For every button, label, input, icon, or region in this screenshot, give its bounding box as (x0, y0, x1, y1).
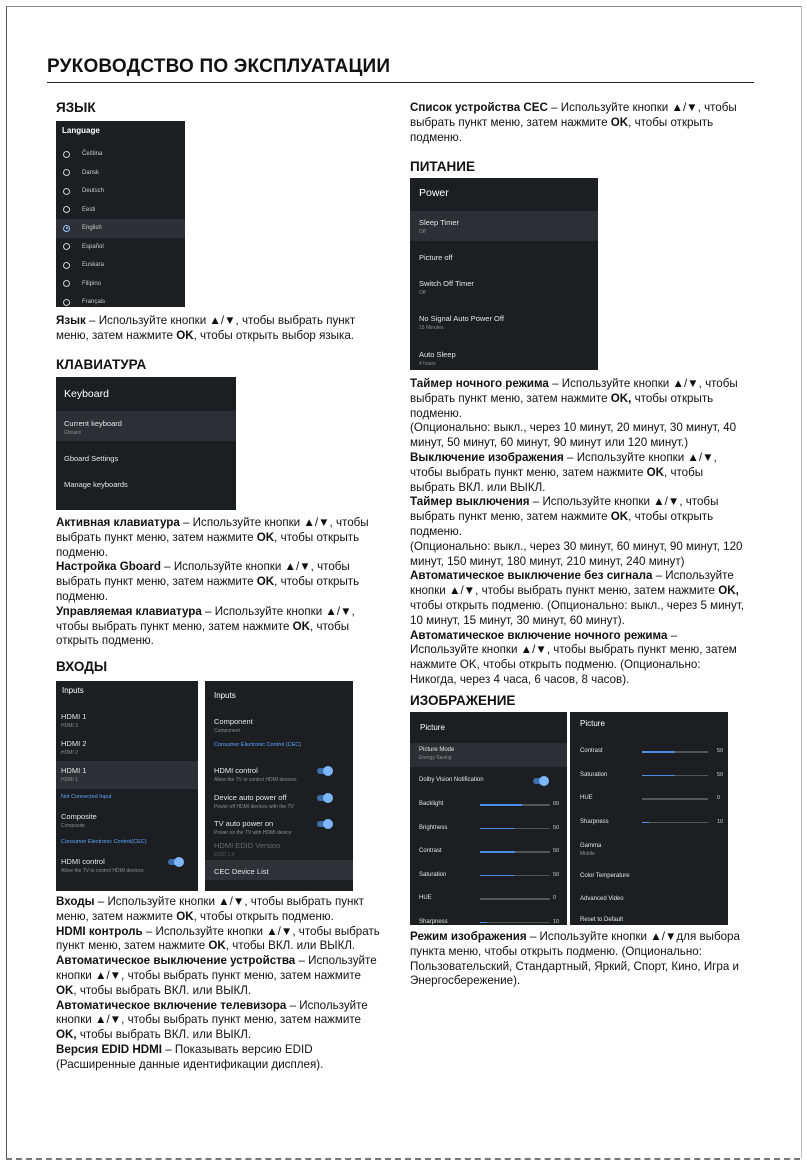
radio-icon (63, 169, 70, 176)
slider-label: Brightness (419, 824, 448, 831)
power-menu-item[interactable]: No Signal Auto Power Off 15 Minutes (419, 314, 504, 331)
slider-fill (480, 851, 515, 853)
language-option-label: Eesti (82, 206, 96, 213)
slider-fill (480, 804, 522, 806)
inputs-screenshot-2 (205, 681, 353, 891)
inputs1-hdmi-c[interactable]: HDMI 1 HDMI 1 (61, 766, 87, 783)
title-divider (47, 82, 754, 83)
inputs-heading: ВХОДЫ (56, 659, 108, 674)
inputs2-toggle-item[interactable]: Device auto power off Power off HDMI devices with the TV (214, 793, 294, 810)
bold-term: OK, (718, 584, 739, 598)
radio-icon (63, 243, 70, 250)
radio-icon (63, 225, 70, 232)
cec-description: Список устройства CEC – Используйте кнопки ▲/▼, чтобы выбрать пункт меню, затем нажмите OK, чтобы открыть подменю. (410, 101, 737, 144)
keyboard-item-gboard-settings[interactable]: Gboard Settings (64, 454, 119, 463)
language-option[interactable] (56, 256, 185, 275)
bold-term: Версия EDID HDMI (56, 1042, 163, 1056)
keyboard-item-current[interactable]: Current keyboard Gboard (64, 419, 122, 436)
bold-term: OK (256, 530, 275, 544)
language-option[interactable] (56, 145, 185, 164)
slider-track[interactable] (642, 775, 708, 777)
bold-term: OK (176, 909, 194, 923)
slider-label: Backlight (419, 801, 444, 807)
slider-value: 10 (553, 918, 560, 925)
slider-fill (642, 822, 649, 824)
power-menu-item[interactable]: Switch Off Timer Off (419, 279, 474, 296)
bold-term: Автоматическое включение ночного режима (410, 628, 668, 642)
slider-label: Saturation (419, 871, 447, 878)
slider-track[interactable] (480, 898, 550, 900)
keyboard-screenshot (56, 377, 236, 510)
language-heading: ЯЗЫК (56, 100, 96, 115)
slider-track[interactable] (642, 751, 708, 753)
bold-term: Режим изображения (410, 930, 527, 943)
slider-fill (480, 922, 487, 924)
slider-track[interactable] (642, 822, 708, 824)
bold-term: OK (208, 939, 226, 953)
inputs1-composite[interactable]: Composite Composite (61, 812, 97, 829)
bold-term: Автоматическое выключение без сигнала (410, 569, 653, 583)
language-option[interactable] (56, 201, 185, 220)
keyboard-screen-title: Keyboard (64, 388, 109, 400)
language-option[interactable] (56, 238, 185, 257)
toggle-switch[interactable] (317, 768, 331, 774)
inputs2-cec-device-list[interactable]: CEC Device List (214, 867, 269, 876)
page-bottom-border (6, 1158, 800, 1160)
slider-track[interactable] (480, 851, 550, 853)
slider-track[interactable] (480, 804, 550, 806)
language-option-label: Dansk (82, 169, 100, 176)
power-screenshot (410, 178, 598, 370)
bold-term: OK, (56, 1028, 77, 1042)
slider-value: 50 (717, 771, 724, 778)
slider-track[interactable] (480, 922, 550, 924)
language-option[interactable] (56, 164, 185, 183)
slider-fill (642, 775, 675, 777)
inputs2-component[interactable]: Component Component (214, 717, 253, 734)
language-option[interactable] (56, 275, 185, 294)
power-menu-item[interactable]: Auto Sleep 4 hours (419, 350, 456, 367)
bold-term: Входы (56, 895, 95, 908)
bold-term: Список устройства CEC (410, 101, 548, 114)
slider-track[interactable] (480, 875, 550, 877)
power-menu-item[interactable]: Sleep Timer Off (419, 218, 460, 235)
slider-value: 50 (717, 748, 724, 754)
slider-label: Contrast (419, 848, 442, 854)
bold-term: OK (646, 465, 664, 479)
power-description: Таймер ночного режима – Используйте кнопки ▲/▼, чтобы выбрать пункт меню, затем нажмите OK, чтобы открыть подменю. (Опционально: выкл., через 10 минут, 20 минут, 30 минут, 40 минут, 50 минут, 60 минут, 90 минут или 120 минут.) Выключение изображения – Используйте кнопки ▲/▼, чтобы выбрать пункт меню, затем нажмите OK, чтобы выбрать ВКЛ. или ВЫКЛ. Таймер выключения – Используйте кнопки ▲/▼, чтобы выбрать пункт меню, затем нажмите OK, чтобы открыть подменю. (Опционально: выкл., через 30 минут, 60 минут, 90 минут, 120 минут, 150 минут, 180 минут, 210 минут, 240 минут) Автоматическое выключение без сигнала – Используйте кнопки ▲/▼, чтобы выбрать пункт меню, затем нажмите OK, чтобы открыть подменю. (Опционально: выкл., через 5 минут, 10 минут, 15 минут, 30 минут, 60 минут). Автоматическое включение ночного режима – Используйте кнопки ▲/▼, чтобы выбрать пункт меню, затем нажмите OK, чтобы открыть подменю. (Опционально: Никогда, через 4 часа, 6 часов, 8 часов). (410, 377, 745, 686)
language-options-list (56, 145, 185, 307)
bold-term: Таймер выключения (410, 495, 530, 509)
inputs1-hdmi-b[interactable]: HDMI 2 HDMI 2 (61, 739, 87, 756)
slider-fill (642, 751, 675, 753)
inputs2-edid-version: HDMI EDID Version EDID 1.4 (214, 841, 281, 858)
inputs-description: Входы – Используйте кнопки ▲/▼, чтобы выбрать пункт меню, затем нажмите OK, чтобы открыть подменю. HDMI контроль – Используйте кнопки ▲/▼, чтобы выбрать пункт меню, затем нажмите OK, чтобы ВКЛ. или ВЫКЛ. Автоматическое выключение устройства – Используйте кнопки ▲/▼, чтобы выбрать пункт меню, затем нажмите OK, чтобы выбрать ВКЛ. или ВЫКЛ. Автоматическое включение телевизора – Используйте кнопки ▲/▼, чтобы выбрать пункт меню, затем нажмите OK, чтобы выбрать ВКЛ. или ВЫКЛ. Версия EDID HDMI – Показывать версию EDID (Расширенные данные идентификации дисплея). (56, 895, 380, 1071)
inputs1-hdmi-control-toggle[interactable] (168, 859, 182, 865)
power-menu-item[interactable]: Picture off (419, 253, 453, 262)
bold-term: OK (256, 575, 275, 589)
toggle-switch[interactable] (317, 821, 331, 827)
slider-value: 50 (553, 848, 560, 854)
bold-term: OK, (610, 391, 632, 405)
inputs2-section-cec: Consumer Electronic Control (CEC) (214, 742, 302, 748)
slider-value: 0 (553, 895, 557, 901)
inputs1-section-not-connected: Not Connected Input (61, 794, 112, 800)
slider-track[interactable] (480, 828, 550, 830)
bold-term: Язык (56, 314, 86, 327)
bold-term: Активная клавиатура (56, 516, 180, 529)
bold-term: HDMI контроль (56, 924, 143, 938)
picture1-title: Picture (420, 723, 445, 732)
language-screenshot (56, 121, 185, 307)
language-option-label: Français (82, 299, 106, 306)
bold-term: OK (292, 619, 310, 633)
picture1-mode[interactable]: Picture Mode Energy Saving (419, 747, 455, 761)
bold-term: Автоматическое включение телевизора (56, 998, 287, 1012)
bold-term: OK (610, 510, 629, 524)
bold-term: OK (56, 983, 74, 997)
power-screen-title: Power (419, 187, 449, 199)
inputs1-section-cec: Consumer Electronic Control(CEC) (61, 839, 147, 845)
keyboard-description: Активная клавиатура – Используйте кнопки ▲/▼, чтобы выбрать пункт меню, затем нажмите OK, чтобы открыть подменю. Настройка Gboard – Используйте кнопки ▲/▼, чтобы выбрать пункт меню, затем нажмите OK, чтобы открыть подменю. Управляемая клавиатура – Используйте кнопки ▲/▼, чтобы выбрать пункт меню, затем нажмите OK, чтобы открыть подменю. (56, 516, 369, 648)
bold-term: Управляемая клавиатура (56, 604, 202, 618)
language-option[interactable] (56, 219, 185, 238)
picture2-title: Picture (580, 719, 605, 728)
slider-label: HUE (419, 895, 432, 901)
bold-term: Автоматическое выключение устройства (56, 954, 296, 968)
page-title: РУКОВОДСТВО ПО ЭКСПЛУАТАЦИИ (47, 56, 391, 77)
radio-icon (63, 188, 70, 195)
slider-label: HUE (580, 795, 593, 801)
radio-icon (63, 151, 70, 158)
bold-term: Выключение изображения (410, 450, 564, 464)
bold-term: OK (176, 328, 194, 342)
slider-track[interactable] (642, 798, 708, 800)
language-option-label: English (82, 225, 102, 232)
picture1-dolby-toggle[interactable] (533, 778, 547, 784)
inputs2-toggle-item[interactable]: HDMI control Allow the TV to control HDMI devices (214, 766, 297, 783)
bold-term: OK (610, 115, 629, 129)
slider-label: Sharpness (419, 918, 448, 925)
inputs1-hdmi-control[interactable]: HDMI control Allow the TV to control HDMI devices (61, 857, 144, 874)
language-option-label: Filipino (82, 280, 102, 287)
slider-value: 0 (717, 795, 721, 801)
picture-description: Режим изображения – Используйте кнопки ▲/▼для выбора пункта меню, чтобы открыть подменю. (Опционально: Пользовательский, Стандартный, Яркий, Спорт, Кино, Игра и Энергосбережение). (410, 930, 740, 988)
slider-value: 60 (553, 801, 560, 807)
language-option[interactable] (56, 293, 185, 307)
keyboard-heading: КЛАВИАТУРА (56, 357, 147, 372)
keyboard-item-manage[interactable]: Manage keyboards (64, 480, 128, 489)
power-heading: ПИТАНИЕ (410, 159, 476, 174)
picture2-gamma[interactable]: Gamma Middle (580, 843, 602, 857)
toggle-switch[interactable] (317, 795, 331, 801)
slider-value: 50 (553, 871, 560, 878)
bold-term: Настройка Gboard (56, 560, 161, 574)
slider-value: 10 (717, 818, 724, 825)
language-option[interactable] (56, 182, 185, 201)
radio-icon (63, 299, 70, 306)
inputs1-title: Inputs (62, 686, 84, 695)
picture-heading: ИЗОБРАЖЕНИЕ (410, 693, 516, 708)
slider-label: Contrast (580, 748, 603, 754)
slider-label: Saturation (580, 771, 608, 778)
inputs1-hdmi-a[interactable]: HDMI 1 HDMI 3 (61, 712, 87, 729)
radio-icon (63, 206, 70, 213)
picture2-color-temperature[interactable]: Color Temperature (580, 873, 630, 879)
radio-icon (63, 280, 70, 287)
slider-label: Sharpness (580, 818, 609, 825)
slider-value: 50 (553, 824, 560, 831)
picture-screenshot-1 (410, 712, 567, 925)
picture2-advanced-video[interactable]: Advanced Video (580, 896, 624, 902)
picture-screenshot-2 (570, 712, 728, 925)
bold-term: Таймер ночного режима (410, 377, 549, 390)
language-option-label: Euskara (82, 262, 105, 269)
inputs2-toggle-item[interactable]: TV auto power on Power on the TV with HDMI device (214, 819, 292, 836)
inputs2-title: Inputs (214, 691, 236, 700)
picture2-reset-to-default[interactable]: Reset to Default (580, 917, 624, 923)
picture1-dolby[interactable]: Dolby Vision Notification (419, 777, 484, 783)
language-option-label: Čeština (82, 151, 103, 158)
language-description: Язык – Используйте кнопки ▲/▼, чтобы выбрать пункт меню, затем нажмите OK, чтобы открыть выбор языка. (56, 314, 356, 342)
language-option-label: Español (82, 243, 104, 250)
inputs-screenshot-1 (56, 681, 198, 891)
radio-icon (63, 262, 70, 269)
slider-fill (480, 875, 515, 877)
slider-fill (480, 828, 515, 830)
language-screen-title: Language (62, 126, 100, 135)
language-option-label: Deutsch (82, 188, 105, 195)
